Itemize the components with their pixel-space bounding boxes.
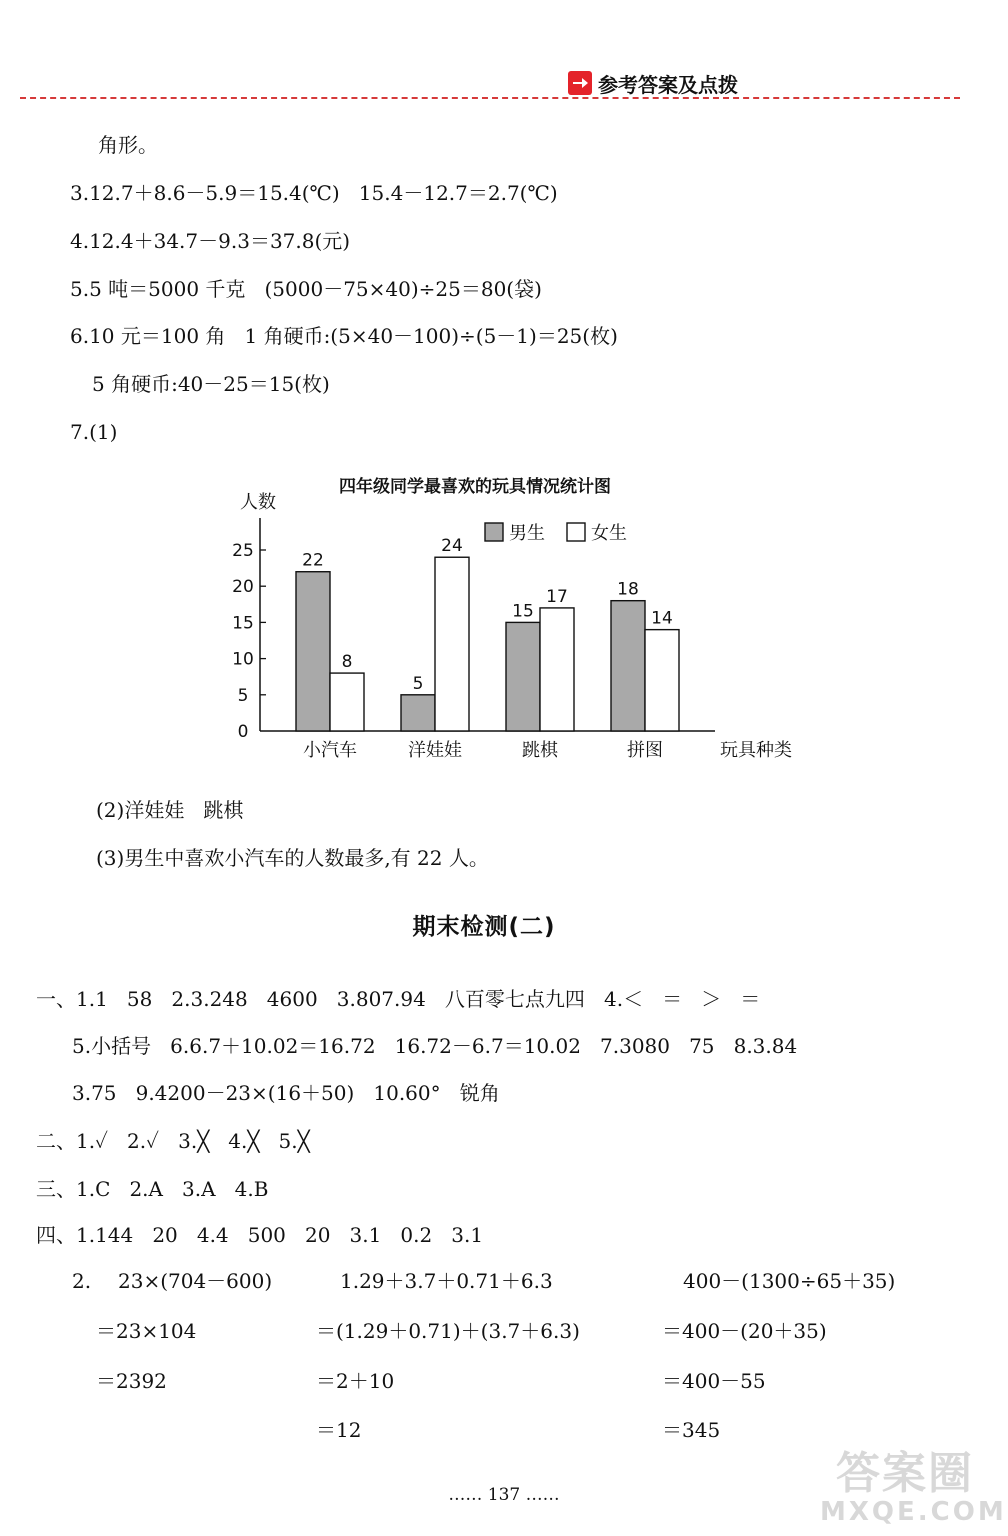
category-label: 洋娃娃 (408, 740, 462, 761)
text-line: (3)男生中喜欢小汽车的人数最多,有 22 人。 (96, 846, 489, 870)
bar-girls (540, 608, 574, 731)
bar-value-label: 22 (302, 550, 324, 571)
legend-label: 女生 (591, 523, 627, 544)
y-tick-label: 25 (232, 541, 254, 561)
calc-step: 23×(704－600) (118, 1269, 273, 1293)
bar-value-label: 14 (651, 608, 673, 629)
calc-step: 1.29＋3.7＋0.71＋6.3 (340, 1269, 553, 1293)
calc-step: ＝2＋10 (316, 1369, 395, 1393)
calc-step: ＝400－55 (662, 1369, 766, 1393)
x-axis-label: 玩具种类 (720, 740, 792, 761)
calc-label: 2. (72, 1269, 92, 1293)
y-tick-label: 5 (237, 685, 249, 706)
calc-step: ＝12 (316, 1418, 362, 1442)
y-tick-label: 10 (232, 649, 254, 670)
text-line: 角形。 (98, 133, 158, 157)
text-line: 四、1.144 20 4.4 500 20 3.1 0.2 3.1 (36, 1223, 484, 1247)
page-number-decor-right: …… (525, 1485, 560, 1505)
category-label: 跳棋 (522, 740, 558, 761)
watermark-cn: 答案圈 (836, 1448, 974, 1499)
legend-swatch (567, 523, 585, 541)
text-line: 二、1.✓ 2.✓ 3.╳ 4.╳ 5.╳ (36, 1129, 310, 1153)
watermark-en: MXQE.COM (820, 1497, 1007, 1527)
bar-girls (645, 630, 679, 731)
text-line: 7.(1) (70, 420, 118, 444)
legend-label: 男生 (509, 523, 545, 544)
bar-boys (296, 572, 330, 731)
text-line: 4.12.4＋34.7－9.3＝37.8(元) (70, 229, 351, 253)
bar-value-label: 24 (441, 536, 463, 557)
header-title: 参考答案及点拨 (598, 72, 738, 97)
text-line: 3.12.7＋8.6－5.9＝15.4(℃) 15.4－12.7＝2.7(℃) (70, 181, 558, 205)
page-number-value: 137 (487, 1485, 521, 1505)
category-label: 小汽车 (303, 740, 357, 761)
bar-boys (611, 601, 645, 731)
text-line: 3.75 9.4200－23×(16＋50) 10.60° 锐角 (72, 1081, 500, 1105)
text-line: 5.小括号 6.6.7＋10.02＝16.72 16.72－6.7＝10.02 7.3080 75 8.3.84 (72, 1034, 798, 1058)
bar-value-label: 15 (512, 601, 534, 622)
bar-value-label: 17 (546, 586, 568, 607)
calc-step: ＝345 (662, 1418, 721, 1442)
text-line: 5 角硬币:40－25＝15(枚) (92, 372, 330, 396)
chart-title: 四年级同学最喜欢的玩具情况统计图 (339, 477, 611, 497)
calc-step: 400－(1300÷65＋35) (683, 1269, 896, 1293)
text-line: (2)洋娃娃 跳棋 (96, 798, 244, 822)
bar-boys (506, 622, 540, 731)
watermark-logo (820, 1448, 1007, 1530)
calc-step: ＝23×104 (96, 1319, 197, 1343)
text-line: 5.5 吨＝5000 千克 (5000－75×40)÷25＝80(袋) (70, 277, 542, 301)
text-line: 一、1.1 58 2.3.248 4600 3.807.94 八百零七点九四 4.＜ ＝ ＞ ＝ (36, 987, 761, 1011)
y-tick-label: 15 (232, 613, 254, 634)
text-line: 6.10 元＝100 角 1 角硬币:(5×40－100)÷(5－1)＝25(枚) (70, 324, 618, 348)
y-tick-label: 0 (237, 722, 249, 742)
page-number-decor-left: …… (448, 1485, 483, 1505)
category-label: 拼图 (627, 740, 663, 761)
calc-step: ＝400－(20＋35) (662, 1319, 827, 1343)
calc-step: ＝2392 (96, 1369, 167, 1393)
bar-value-label: 18 (617, 579, 639, 600)
bar-value-label: 8 (341, 652, 353, 673)
text-line: 三、1.C 2.A 3.A 4.B (36, 1177, 269, 1201)
calc-step: ＝(1.29＋0.71)＋(3.7＋6.3) (316, 1319, 580, 1343)
bar-girls (435, 557, 469, 731)
y-tick-label: 20 (232, 577, 254, 598)
bar-girls (330, 673, 364, 731)
bar-boys (401, 695, 435, 731)
bar-value-label: 5 (412, 673, 424, 694)
legend-swatch (485, 523, 503, 541)
y-axis-label: 人数 (240, 492, 276, 513)
section-title: 期末检测(二) (412, 914, 556, 940)
